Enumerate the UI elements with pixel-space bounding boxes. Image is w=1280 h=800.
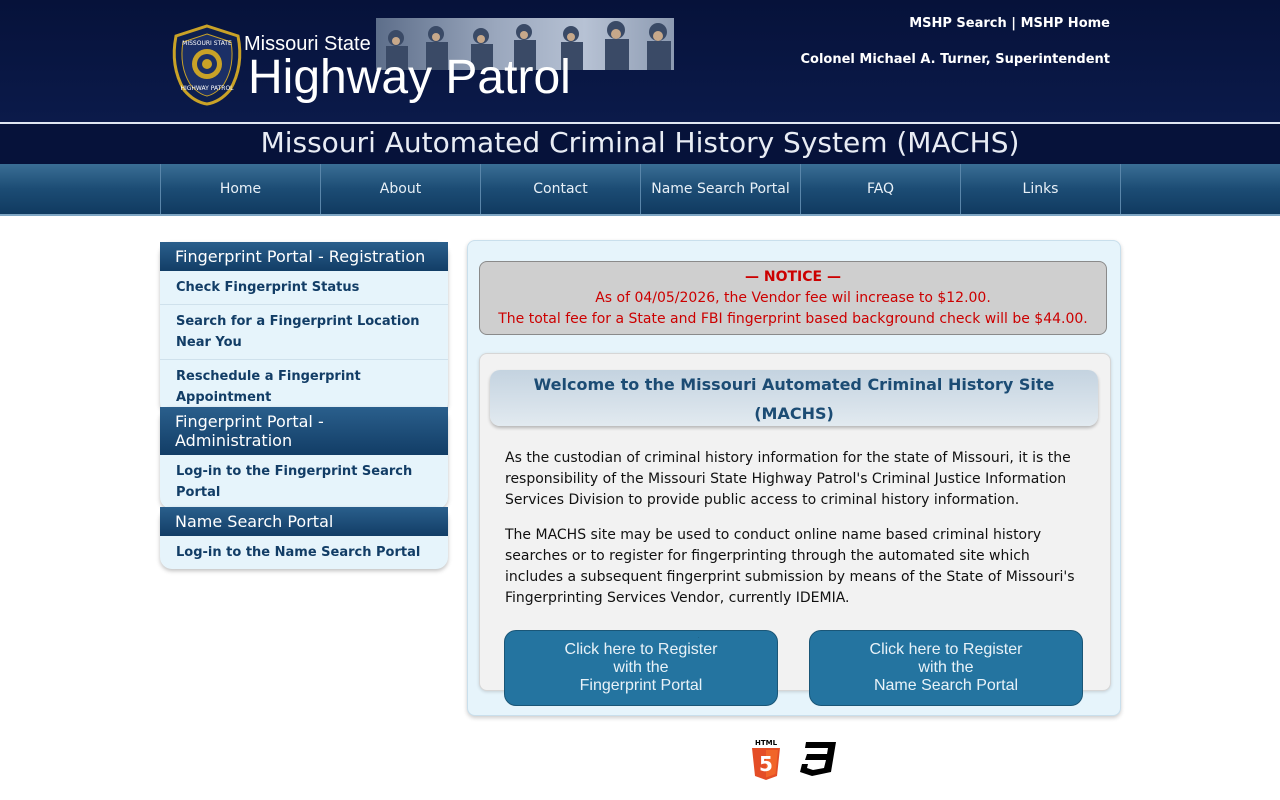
main-content	[467, 240, 1121, 716]
reschedule-appointment-link[interactable]: Reschedule a Fingerprint Appointment	[160, 359, 448, 414]
button-line: Click here to Register	[564, 641, 718, 658]
link-separator: |	[1011, 16, 1017, 31]
register-fingerprint-portal-button[interactable]	[504, 630, 778, 706]
search-fingerprint-location-link[interactable]: Search for a Fingerprint Location Near You	[160, 304, 448, 359]
html5-icon[interactable]	[750, 738, 782, 780]
html5-label: HTML	[754, 739, 778, 747]
button-line: with the	[918, 659, 974, 676]
button-line: Name Search Portal	[873, 677, 1019, 694]
css3-number: 3	[698, 638, 699, 639]
notice-line-1: As of 04/05/2026, the Vendor fee wil increase to $12.00.	[595, 290, 991, 306]
welcome-heading-line-2: (MACHS)	[754, 404, 834, 423]
login-name-search-portal-link[interactable]: Log-in to the Name Search Portal	[176, 545, 421, 560]
intro-paragraph: As the custodian of criminal history information for the state of Missouri, it is the responsibility of the Missouri State Highway Patrol's Criminal Justice Information Services Division to provide public access to criminal history information.	[505, 450, 1071, 508]
system-title: Missouri Automated Criminal History System (MACHS)	[260, 126, 1020, 159]
nav-about[interactable]: About	[320, 164, 480, 214]
nav-home[interactable]: Home	[160, 164, 320, 214]
panel-title: Name Search Portal	[160, 507, 448, 536]
mshp-seal-icon[interactable]	[168, 24, 246, 106]
nav-name-search-portal[interactable]: Name Search Portal	[640, 164, 800, 214]
button-line: with the	[613, 659, 669, 676]
system-title-band	[0, 122, 1280, 166]
notice-line-2: The total fee for a State and FBI fingerprint based background check will be $44.00.	[498, 311, 1088, 327]
html5-number: 5	[759, 752, 773, 776]
top-links	[909, 16, 1110, 31]
notice-title: — NOTICE —	[745, 269, 841, 285]
nav-contact[interactable]: Contact	[480, 164, 640, 214]
button-line: Click here to Register	[869, 641, 1023, 658]
register-name-search-portal-button[interactable]	[809, 630, 1083, 706]
panel-title: Fingerprint Portal - Administration	[160, 407, 448, 455]
welcome-heading	[490, 370, 1098, 426]
check-fingerprint-status-link[interactable]: Check Fingerprint Status	[176, 280, 360, 295]
brand-name: Highway Patrol	[248, 51, 571, 104]
mshp-home-link[interactable]: MSHP Home	[1020, 16, 1110, 31]
seal-text-bottom: HIGHWAY PATROL	[180, 85, 234, 92]
superintendent-text: Colonel Michael A. Turner, Superintendent	[800, 52, 1110, 67]
notice-box	[479, 261, 1107, 335]
login-fingerprint-search-portal-link[interactable]: Log-in to the Fingerprint Search Portal	[176, 464, 413, 500]
panel-fingerprint-registration	[160, 242, 448, 414]
panel-title: Fingerprint Portal - Registration	[160, 242, 448, 271]
mshp-search-link[interactable]: MSHP Search	[909, 16, 1007, 31]
nav-links[interactable]: Links	[960, 164, 1121, 214]
main-nav	[0, 164, 1280, 216]
nav-faq[interactable]: FAQ	[800, 164, 960, 214]
seal-text-top: MISSOURI STATE	[182, 40, 232, 47]
button-line: Fingerprint Portal	[579, 677, 703, 694]
panel-name-search	[160, 507, 448, 569]
site-header	[0, 0, 1280, 216]
machs-paragraph: The MACHS site may be used to conduct online name based criminal history searches or to register for fingerprinting through the automated site which includes a subsequent fingerprint submission by means of the State of Missouri's Fingerprinting Services Vendor, currently IDEMIA.	[505, 527, 1075, 606]
welcome-heading-line-1: Welcome to the Missouri Automated Criminal History Site	[533, 375, 1055, 394]
brand-state: Missouri State	[244, 33, 371, 55]
footer-logos	[698, 638, 838, 780]
panel-fingerprint-administration	[160, 407, 448, 509]
